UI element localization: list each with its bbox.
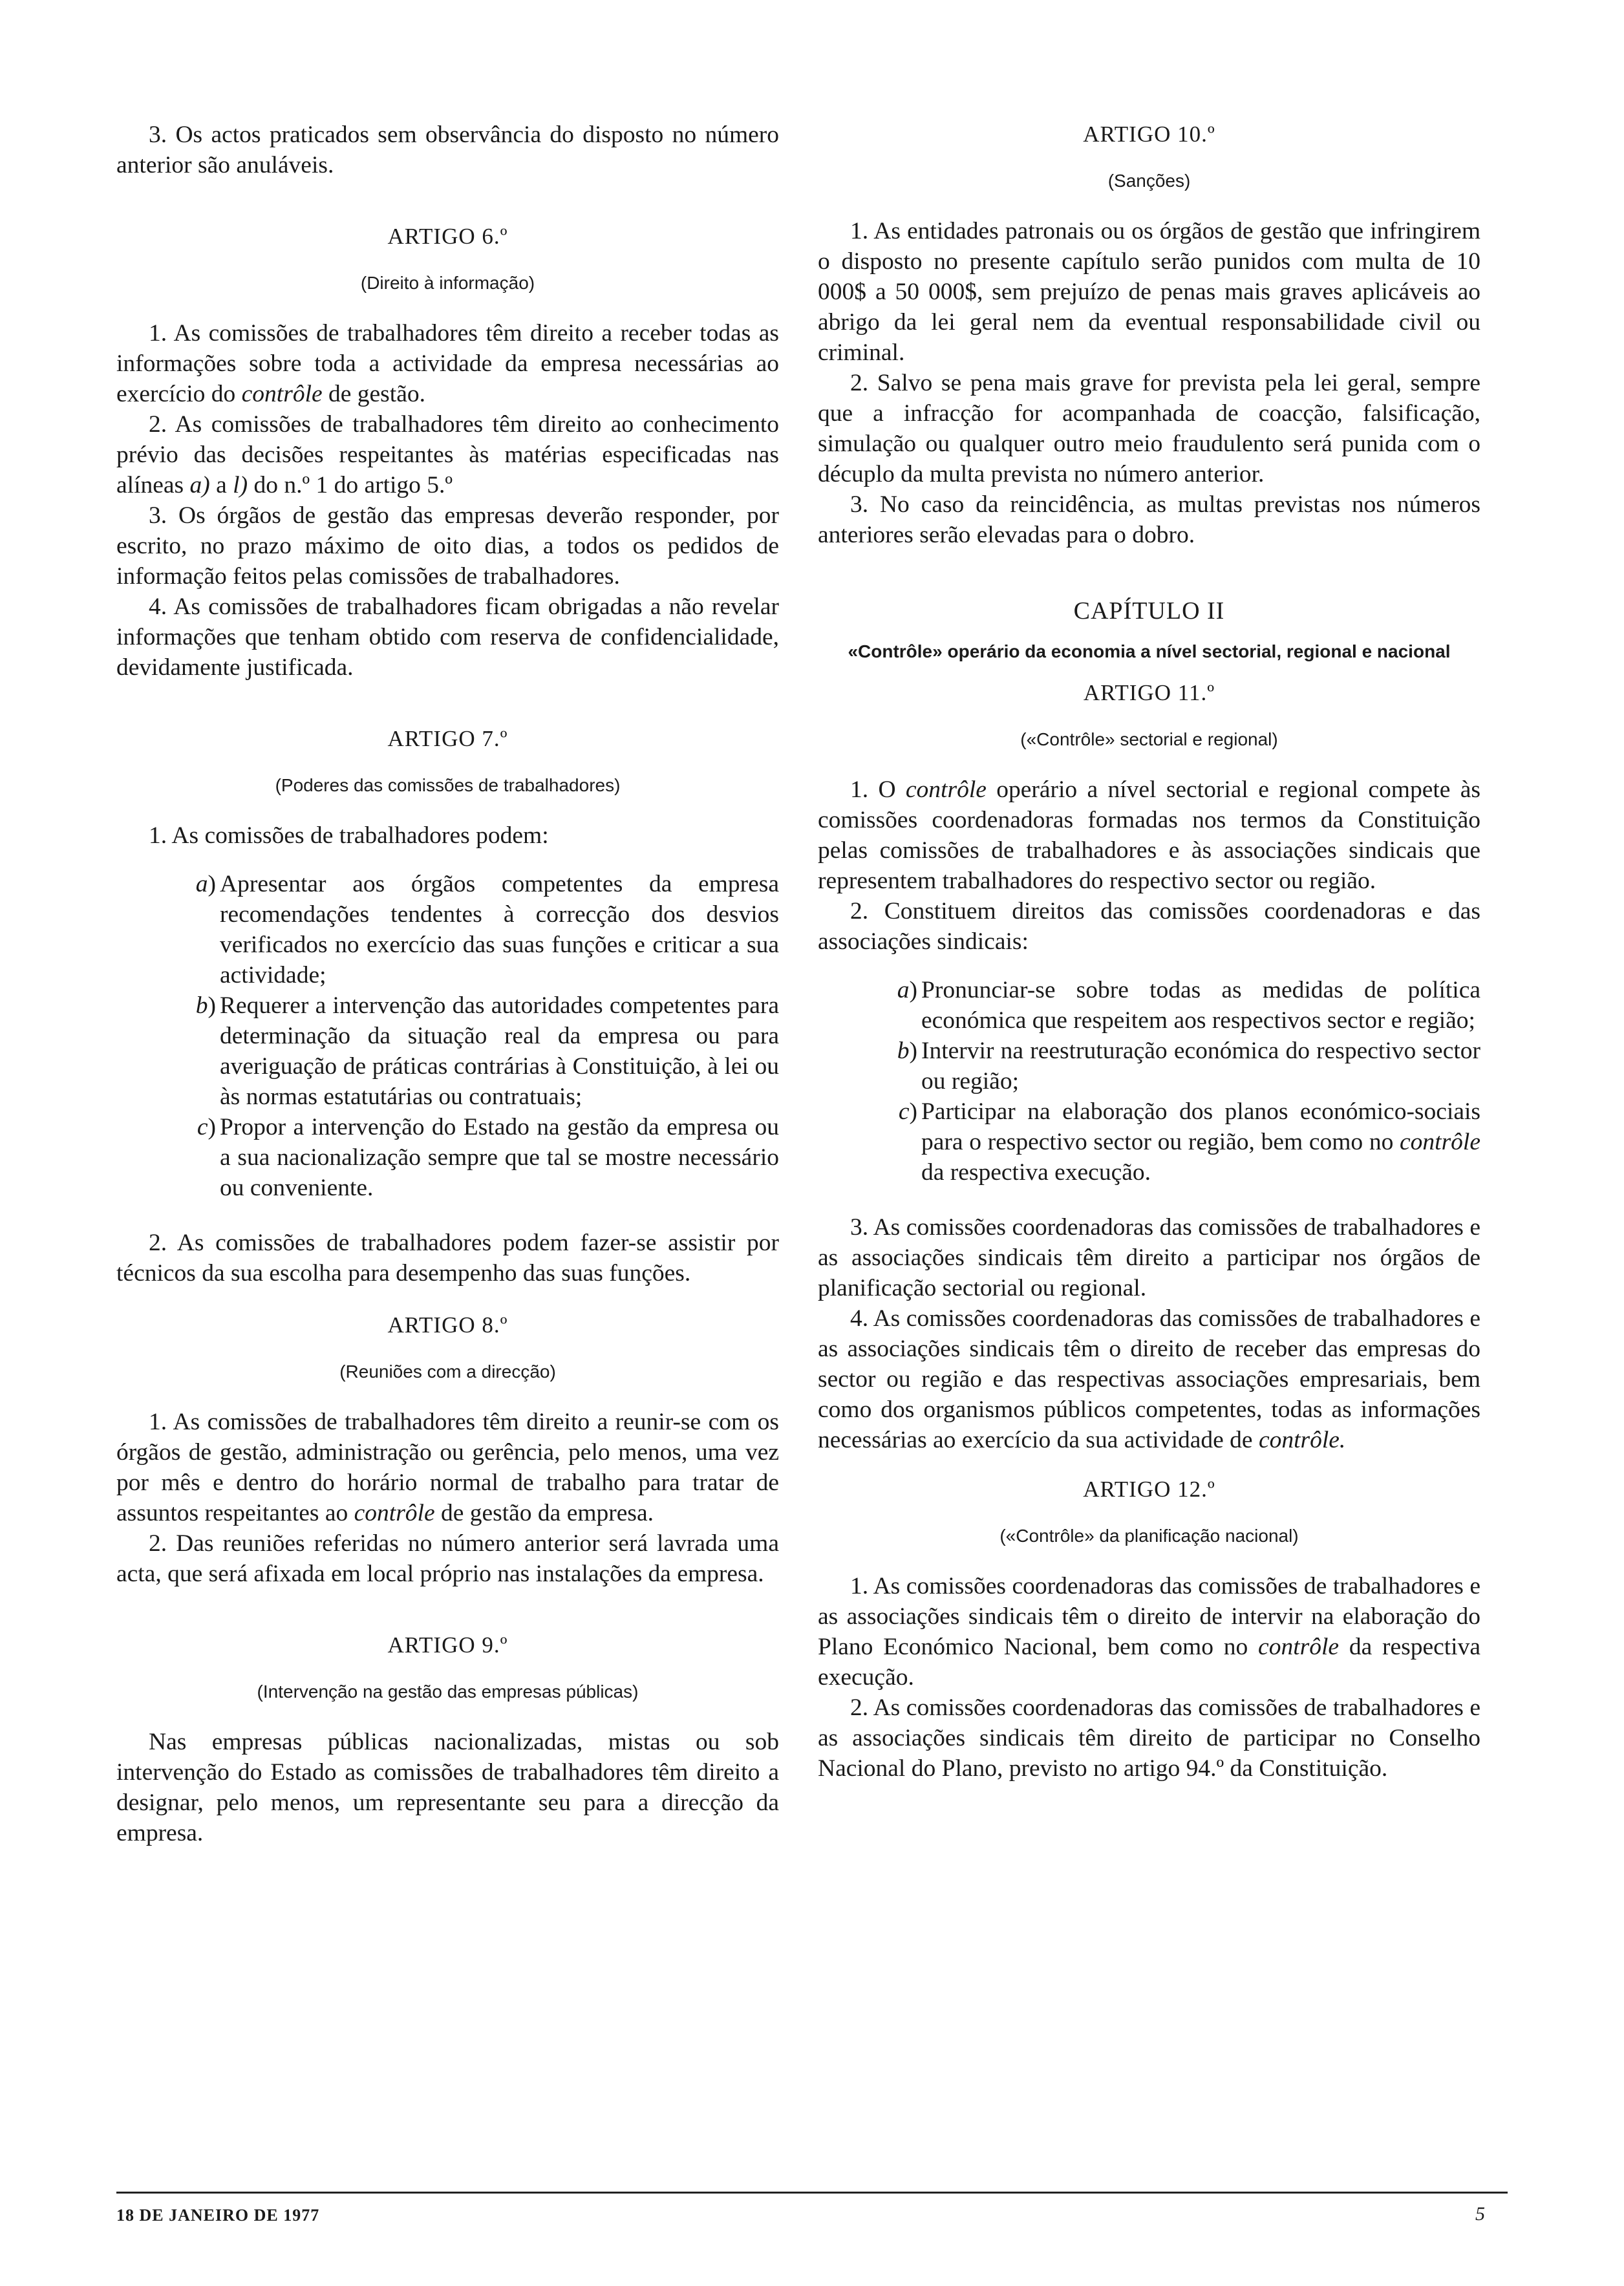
article-11-subtitle: («Contrôle» sectorial e regional) <box>1020 729 1278 749</box>
text-run: 1. As comissões coordenadoras das comissões de trabalhadores e as associações sindicais têm o direito de intervir na elaboração do Plano Económico Nacional, bem como no <box>818 1573 1480 1660</box>
text-run: do n.º 1 do artigo 5.º <box>248 472 453 498</box>
item-list <box>116 869 779 1203</box>
text-run: a <box>209 472 233 498</box>
article-9-heading: ARTIGO 9.º <box>387 1632 508 1658</box>
item-text: Intervir na reestruturação económica do respectivo sector ou região; <box>921 1038 1480 1095</box>
paragraph: 3. Os actos praticados sem observância do disposto no número anterior são anuláveis. <box>116 122 779 178</box>
paragraph <box>116 318 779 409</box>
right-column <box>818 120 1480 1784</box>
item-label: c ) <box>864 1096 917 1127</box>
item-text: Pronunciar-se sobre todas as medidas de política económica que respeitem aos respectivos sector e região; <box>921 977 1480 1034</box>
item-text: Participar na elaboração dos planos económico-sociais para o respectivo sector ou região, bem como no <box>921 1098 1480 1155</box>
italic-term: contrôle <box>1400 1129 1480 1155</box>
list-item <box>116 869 779 990</box>
article-12-heading: ARTIGO 12.º <box>1083 1477 1215 1502</box>
paragraph <box>116 409 779 500</box>
italic-term: contrôle <box>905 776 987 803</box>
paragraph <box>818 1303 1480 1455</box>
chapter-heading: CAPÍTULO II <box>1073 597 1225 625</box>
italic-term: a) <box>189 472 210 498</box>
item-list <box>818 975 1480 1188</box>
text-run: de gestão. <box>322 381 425 407</box>
article-8-subtitle: (Reuniões com a direcção) <box>339 1362 556 1382</box>
article-12-subtitle: («Contrôle» da planificação nacional) <box>999 1526 1299 1546</box>
paragraph: 2. Das reuniões referidas no número anterior será lavrada uma acta, que será afixada em local próprio nas instalações da empresa. <box>116 1530 779 1587</box>
item-label: b ) <box>864 1036 917 1066</box>
article-8-heading: ARTIGO 8.º <box>387 1312 508 1338</box>
item-text: Apresentar aos órgãos competentes da empresa recomendações tendentes à correcção dos desvios verificados no exercício das suas funções e criticar a sua actividade; <box>220 871 779 988</box>
article-7-subtitle: (Poderes das comissões de trabalhadores) <box>275 775 621 795</box>
text-run: 1. O <box>850 776 906 803</box>
text-run: 1. As comissões de trabalhadores têm direito a reunir-se com os órgãos de gestão, administração ou gerência, pelo menos, uma vez por mês e dentro do horário normal de trabalho para tratar de assuntos respeitantes ao <box>116 1409 779 1526</box>
paragraph: Nas empresas públicas nacionalizadas, mistas ou sob intervenção do Estado as comissões de trabalhadores têm direito a designar, pelo menos, um representante seu para a direcção da empresa. <box>116 1729 779 1846</box>
paragraph: 1. As comissões de trabalhadores podem: <box>149 822 549 849</box>
text-run: 4. As comissões coordenadoras das comissões de trabalhadores e as associações sindicais têm o direito de receber das empresas do sector ou região e das respectivas associações empresariais, bem como dos organismos públicos competentes, todas as informações necessárias ao exercício da sua actividade de <box>818 1305 1480 1453</box>
italic-term: l) <box>233 472 248 498</box>
paragraph: 1. As entidades patronais ou os órgãos de gestão que infringirem o disposto no presente capítulo serão punidos com multa de 10 000$ a 50 000$, sem prejuízo de penas mais graves aplicáveis ao abrigo da lei geral nem da eventual responsabilidade civil ou criminal. <box>818 218 1480 366</box>
article-6-heading: ARTIGO 6.º <box>387 224 508 249</box>
list-item <box>116 990 779 1112</box>
paragraph <box>818 1571 1480 1693</box>
paragraph: 2. As comissões de trabalhadores podem fazer-se assistir por técnicos da sua escolha para desempenho das suas funções. <box>116 1230 779 1287</box>
left-column <box>116 120 779 1848</box>
item-text: Requerer a intervenção das autoridades competentes para determinação da situação real da empresa ou para averiguação de práticas contrárias à Constituição, à lei ou às normas estatutárias ou contratuais; <box>220 992 779 1110</box>
article-11-heading: ARTIGO 11.º <box>1083 680 1215 705</box>
list-item <box>818 975 1480 1036</box>
paragraph: 2. Salvo se pena mais grave for prevista pela lei geral, sempre que a infracção for acompanhada de coacção, falsificação, simulação ou qualquer outro meio fraudulento será punida com o décuplo da multa prevista no número anterior. <box>818 370 1480 487</box>
italic-term: contrôle. <box>1258 1427 1346 1453</box>
item-text: Propor a intervenção do Estado na gestão da empresa ou a sua nacionalização sempre que tal se mostre necessário ou conveniente. <box>220 1114 779 1201</box>
item-label: a ) <box>163 869 216 899</box>
paragraph: 2. As comissões coordenadoras das comissões de trabalhadores e as associações sindicais têm direito de participar no Conselho Nacional do Plano, previsto no artigo 94.º da Constituição. <box>818 1694 1480 1782</box>
paragraph <box>116 1407 779 1528</box>
text-run: 2. As comissões de trabalhadores têm direito ao conhecimento prévio das decisões respeitantes às matérias especificadas nas alíneas <box>116 411 779 498</box>
list-item <box>818 1096 1480 1188</box>
article-7-heading: ARTIGO 7.º <box>387 726 508 751</box>
article-9-subtitle: (Intervenção na gestão das empresas públicas) <box>257 1682 639 1702</box>
paragraph: 3. No caso da reincidência, as multas previstas nos números anteriores serão elevadas para o dobro. <box>818 491 1480 548</box>
italic-term: contrôle <box>241 381 323 407</box>
footer-date: 18 DE JANEIRO DE 1977 <box>116 2206 320 2225</box>
page-number: 5 <box>1475 2203 1485 2225</box>
footer-divider <box>116 2192 1508 2194</box>
text-run: operário a nível sectorial e regional compete às comissões coordenadoras formadas nos termos da Constituição pelas comissões de trabalhadores e às associações sindicais que representem trabalhadores do respectivo sector ou região. <box>818 776 1480 894</box>
italic-term: contrôle <box>1258 1634 1340 1660</box>
article-10-subtitle: (Sanções) <box>1107 171 1191 191</box>
paragraph: 3. Os órgãos de gestão das empresas deverão responder, por escrito, no prazo máximo de oito dias, a todos os pedidos de informação feitos pelas comissões de trabalhadores. <box>116 502 779 590</box>
article-10-heading: ARTIGO 10.º <box>1083 122 1215 147</box>
text-run: de gestão da empresa. <box>434 1500 654 1526</box>
paragraph: 3. As comissões coordenadoras das comissões de trabalhadores e as associações sindicais têm direito a participar nos órgãos de planificação sectorial ou regional. <box>818 1214 1480 1301</box>
text-run: da respectiva execução. <box>818 1634 1480 1691</box>
item-text: da respectiva execução. <box>921 1159 1151 1186</box>
paragraph <box>818 774 1480 896</box>
list-item <box>116 1112 779 1203</box>
paragraph: 2. Constituem direitos das comissões coordenadoras e das associações sindicais: <box>818 898 1480 955</box>
item-label: b ) <box>163 990 216 1021</box>
item-label: a ) <box>864 975 917 1005</box>
paragraph: 4. As comissões de trabalhadores ficam obrigadas a não revelar informações que tenham obtido com reserva de confidencialidade, devidamente justificada. <box>116 593 779 681</box>
article-6-subtitle: (Direito à informação) <box>360 273 535 293</box>
item-label: c ) <box>163 1112 216 1142</box>
text-run: 1. As comissões de trabalhadores têm direito a receber todas as informações sobre toda a actividade da empresa necessárias ao exercício do <box>116 320 779 407</box>
italic-term: contrôle <box>354 1500 435 1526</box>
chapter-title: «Contrôle» operário da economia a nível sectorial, regional e nacional <box>848 641 1451 661</box>
list-item <box>818 1036 1480 1096</box>
